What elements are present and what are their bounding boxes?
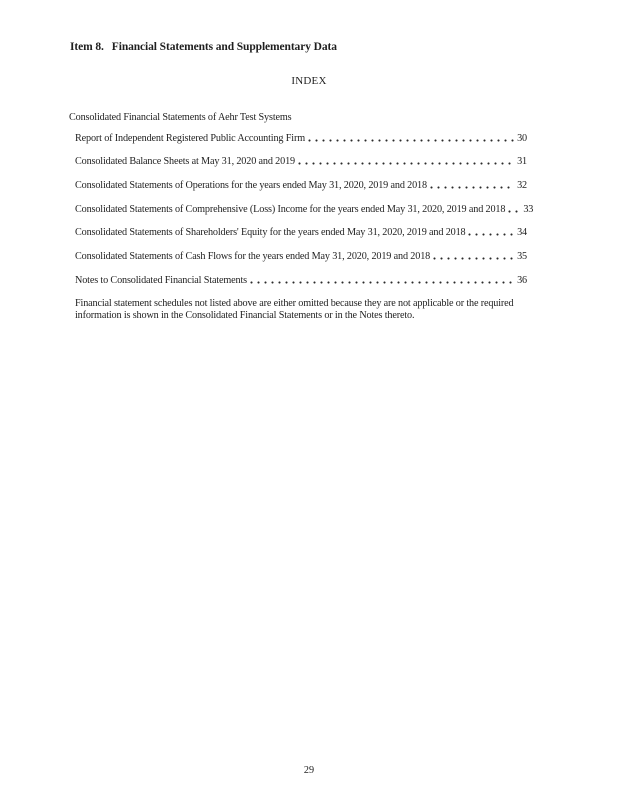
toc-page-number: 33: [523, 203, 534, 215]
toc-row: [75, 132, 527, 145]
toc-entry-label: Consolidated Balance Sheets at May 31, 2020 and 2019: [75, 156, 295, 168]
dot-leader: [430, 186, 514, 190]
dot-leader: [433, 257, 514, 261]
toc-page-number: 35: [517, 250, 527, 262]
toc-page-number: 30: [517, 132, 527, 144]
toc-entry-label: Consolidated Statements of Operations for the years ended May 31, 2020, 2019 and 2018: [75, 179, 427, 191]
section-title: Consolidated Financial Statements of Aehr Test Systems: [69, 112, 292, 123]
toc-entry-label: Consolidated Statements of Comprehensive (Loss) Income for the years ended May 31, 2020, 2019 and 2018: [75, 203, 506, 215]
toc-page-number: 32: [517, 179, 527, 191]
toc-row: [75, 226, 527, 239]
toc-entry-label: Consolidated Statements of Shareholders' Equity for the years ended May 31, 2020, 2019 and 2018: [75, 227, 466, 239]
item-number-label: Item 8.: [70, 41, 104, 53]
toc-entry-label: Consolidated Statements of Cash Flows for the years ended May 31, 2020, 2019 and 2018: [75, 250, 431, 262]
toc-page-number: 34: [517, 227, 527, 239]
toc-page-number: 31: [517, 156, 527, 168]
table-of-contents: [75, 132, 534, 298]
index-title: INDEX: [291, 75, 327, 87]
toc-row: [75, 274, 527, 287]
footer-page-number: 29: [303, 765, 315, 776]
toc-row: [75, 203, 534, 216]
item-heading: [70, 41, 337, 54]
dot-leader: [250, 281, 514, 285]
toc-entry-label: Notes to Consolidated Financial Statements: [75, 274, 247, 286]
dot-leader: [508, 210, 520, 214]
item-title-label: Financial Statements and Supplementary Data: [111, 41, 337, 53]
dot-leader: [298, 162, 514, 166]
toc-page-number: 36: [517, 274, 527, 286]
schedules-note-line: information is shown in the Consolidated Financial Statements or in the Notes thereto.: [75, 310, 415, 322]
dot-leader: [308, 139, 514, 143]
toc-row: [75, 179, 527, 192]
dot-leader: [468, 233, 514, 237]
toc-entry-label: Report of Independent Registered Public Accounting Firm: [75, 132, 305, 144]
toc-row: [75, 250, 527, 263]
toc-row: [75, 155, 527, 168]
schedules-note: [75, 298, 513, 323]
schedules-note-line: Financial statement schedules not listed above are either omitted because they are not applicable or the required: [75, 298, 514, 309]
